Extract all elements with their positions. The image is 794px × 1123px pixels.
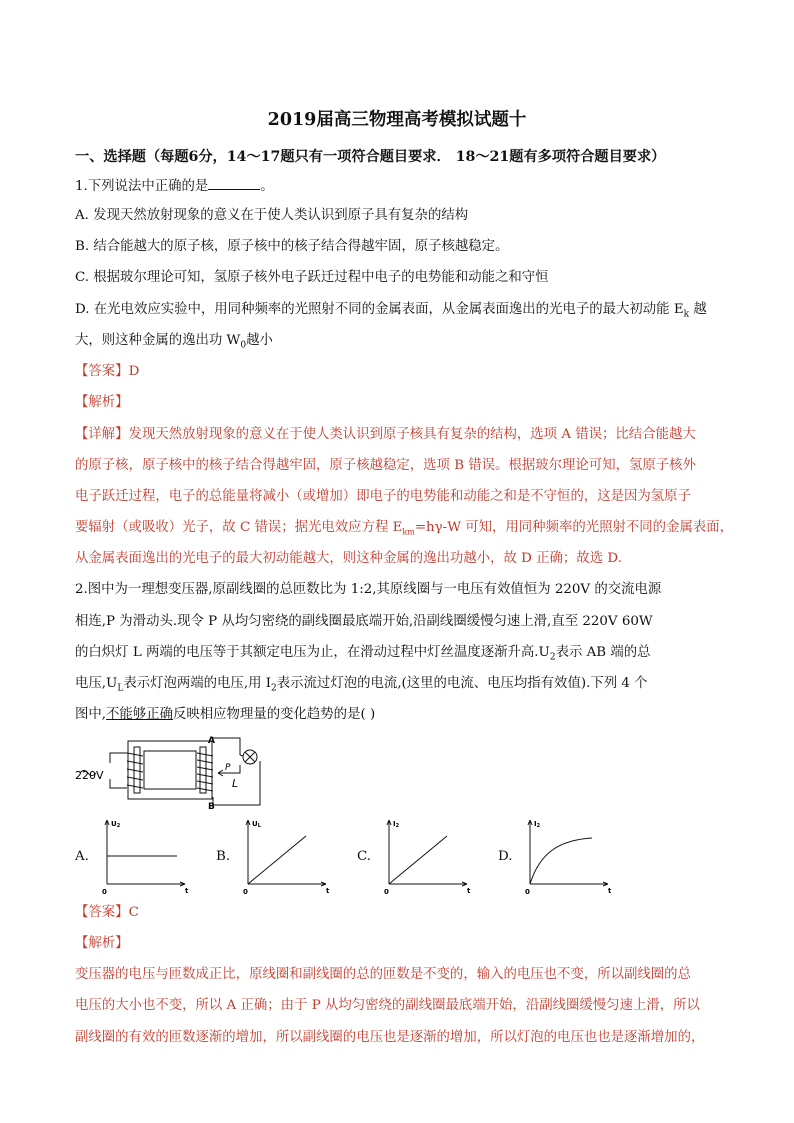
graph-option-letter: A. (75, 849, 89, 864)
graph-y-label: UL (252, 820, 261, 829)
q2-line1: 2.图中为一理想变压器,原副线圈的总匝数比为 1:2,其原线圈与一电压有效值恒为 220V 的交流电源 (75, 582, 662, 597)
answer-blank (208, 176, 260, 190)
q2-analysis-label: 【解析】 (75, 936, 129, 951)
q1-answer: 【答案】D (75, 364, 140, 379)
graph-option-letter: C. (357, 849, 372, 864)
slider-p-label: P (225, 763, 231, 773)
terminal-b-label: B (208, 802, 215, 810)
secondary-coil (197, 753, 213, 791)
q2-line3: 的白炽灯 L 两端的电压等于其额定电压为止，在滑动过程中灯丝温度逐渐升高$.U_2$表示 AB 端的总 (75, 645, 651, 663)
graph-origin-label: 0 (243, 888, 248, 896)
graph-x-label: t (326, 887, 330, 895)
q1-option-d-line2: 大，则这种金属的逸出功 $W_0$越小 (75, 333, 273, 351)
source-label: 220V (75, 769, 104, 782)
primary-coil (127, 753, 143, 788)
graph-origin-label: 0 (102, 888, 107, 896)
graph-x-label: t (467, 887, 471, 895)
transformer-core-outer (128, 741, 212, 799)
q1-option-b: B. 结合能越大的原子核，原子核中的核子结合得越牢固，原子核越稳定。 (75, 239, 509, 254)
q2-line2: 相连,P 为滑动头.现令 P 从均匀密绕的副线圈最底端开始,沿副线圈缓慢匀速上滑,直至 220V 60W (75, 614, 653, 629)
q1-detail-line2: 的原子核，原子核中的核子结合得越牢固，原子核越稳定，选项 B 错误。根据玻尔理论可知，氢原子核外 (75, 458, 696, 473)
primary-leads (110, 753, 127, 788)
graph-option-b (238, 814, 333, 896)
graph-y-label: I2 (393, 820, 400, 829)
q1-option-a: A. 发现天然放射现象的意义在于使人类认识到原子具有复杂的结构 (75, 208, 469, 223)
transformer-core-window (144, 751, 196, 789)
q2-analysis-line3: 副线圈的有效的匝数逐渐的增加，所以副线圈的电压也是逐渐的增加，所以灯泡的电压也也是逐渐增加的， (75, 1030, 705, 1045)
graph-x-label: t (608, 887, 612, 895)
graph-curve (389, 836, 447, 884)
q2-analysis-line2: 电压的大小也不变，所以 A 正确；由于 P 从均匀密绕的副线圈最底端开始，沿副线圈缓慢匀速上滑，所以 (75, 998, 700, 1013)
section-header: 一、选择题（每题6分，14～17题只有一项符合题目要求． 18～21题有多项符合题目要求） (75, 149, 666, 165)
q2-line4: 电压$,U_L$表示灯泡两端的电压,用 $I_2$表示流过灯泡的电流,(这里的电流、电压均指有效值).下列 4 个 (75, 676, 648, 694)
q2-answer: 【答案】C (75, 905, 139, 920)
lamp-l-label: L (232, 777, 239, 790)
graph-y-label: I2 (534, 820, 541, 829)
graph-curve (530, 838, 592, 884)
graph-option-a (97, 814, 192, 896)
graph-option-d (520, 814, 615, 896)
q1-detail-line3: 电子跃迁过程，电子的总能量将减小（或增加）即电子的电势能和动能之和是不守恒的，这是因为氢原子 (75, 489, 691, 504)
graph-option-letter: B. (216, 849, 231, 864)
q1-analysis-label: 【解析】 (75, 395, 129, 410)
lead-a (213, 738, 240, 755)
q1-detail-line1: 【详解】发现天然放射现象的意义在于使人类认识到原子核具有复杂的结构，选项 A 错误；比结合能越大 (75, 427, 696, 442)
transformer-circuit-diagram (75, 735, 275, 810)
q2-line5: 图中,不能够正确反映相应物理量的变化趋势的是( ) (75, 707, 376, 722)
graph-option-letter: D. (498, 849, 513, 864)
q1-option-d-line1: D. 在光电效应实验中，用同种频率的光照射不同的金属表面，从金属表面逸出的光电子的最大初动能 $E_k$ 越 (75, 302, 707, 320)
q1-stem: 1.下列说法中正确的是 。 (75, 176, 274, 196)
graph-curve (248, 836, 306, 884)
graph-option-c (379, 814, 474, 896)
lamp-cross (245, 752, 255, 762)
graph-origin-label: 0 (525, 888, 530, 896)
q1-detail-line5: 从金属表面逸出的光电子的最大初动能越大，则这种金属的逸出功越小，故 D 正确；故选 D. (75, 551, 622, 566)
graph-x-label: t (185, 887, 189, 895)
graph-origin-label: 0 (384, 888, 389, 896)
terminal-a-label: A (208, 736, 215, 746)
q1-option-c: C. 根据玻尔理论可知，氢原子核外电子跃迁过程中电子的电势能和动能之和守恒 (75, 270, 549, 285)
q1-detail-line4: 要辐射（或吸收）光子，故 C 错误；据光电效应方程 $E_{km}=h\gamma-W$ 可知，用同种频率的光照射不同的金属表面， (75, 520, 734, 537)
graph-axes (528, 820, 608, 886)
graph-y-label: U2 (111, 820, 121, 829)
graph-axes (105, 820, 185, 886)
q2-analysis-line1: 变压器的电压与匝数成正比，原线圈和副线圈的总的匝数是不变的，输入的电压也不变，所以副线圈的总 (75, 967, 691, 982)
page-title: 2019届高三物理高考模拟试题十 (267, 110, 527, 130)
